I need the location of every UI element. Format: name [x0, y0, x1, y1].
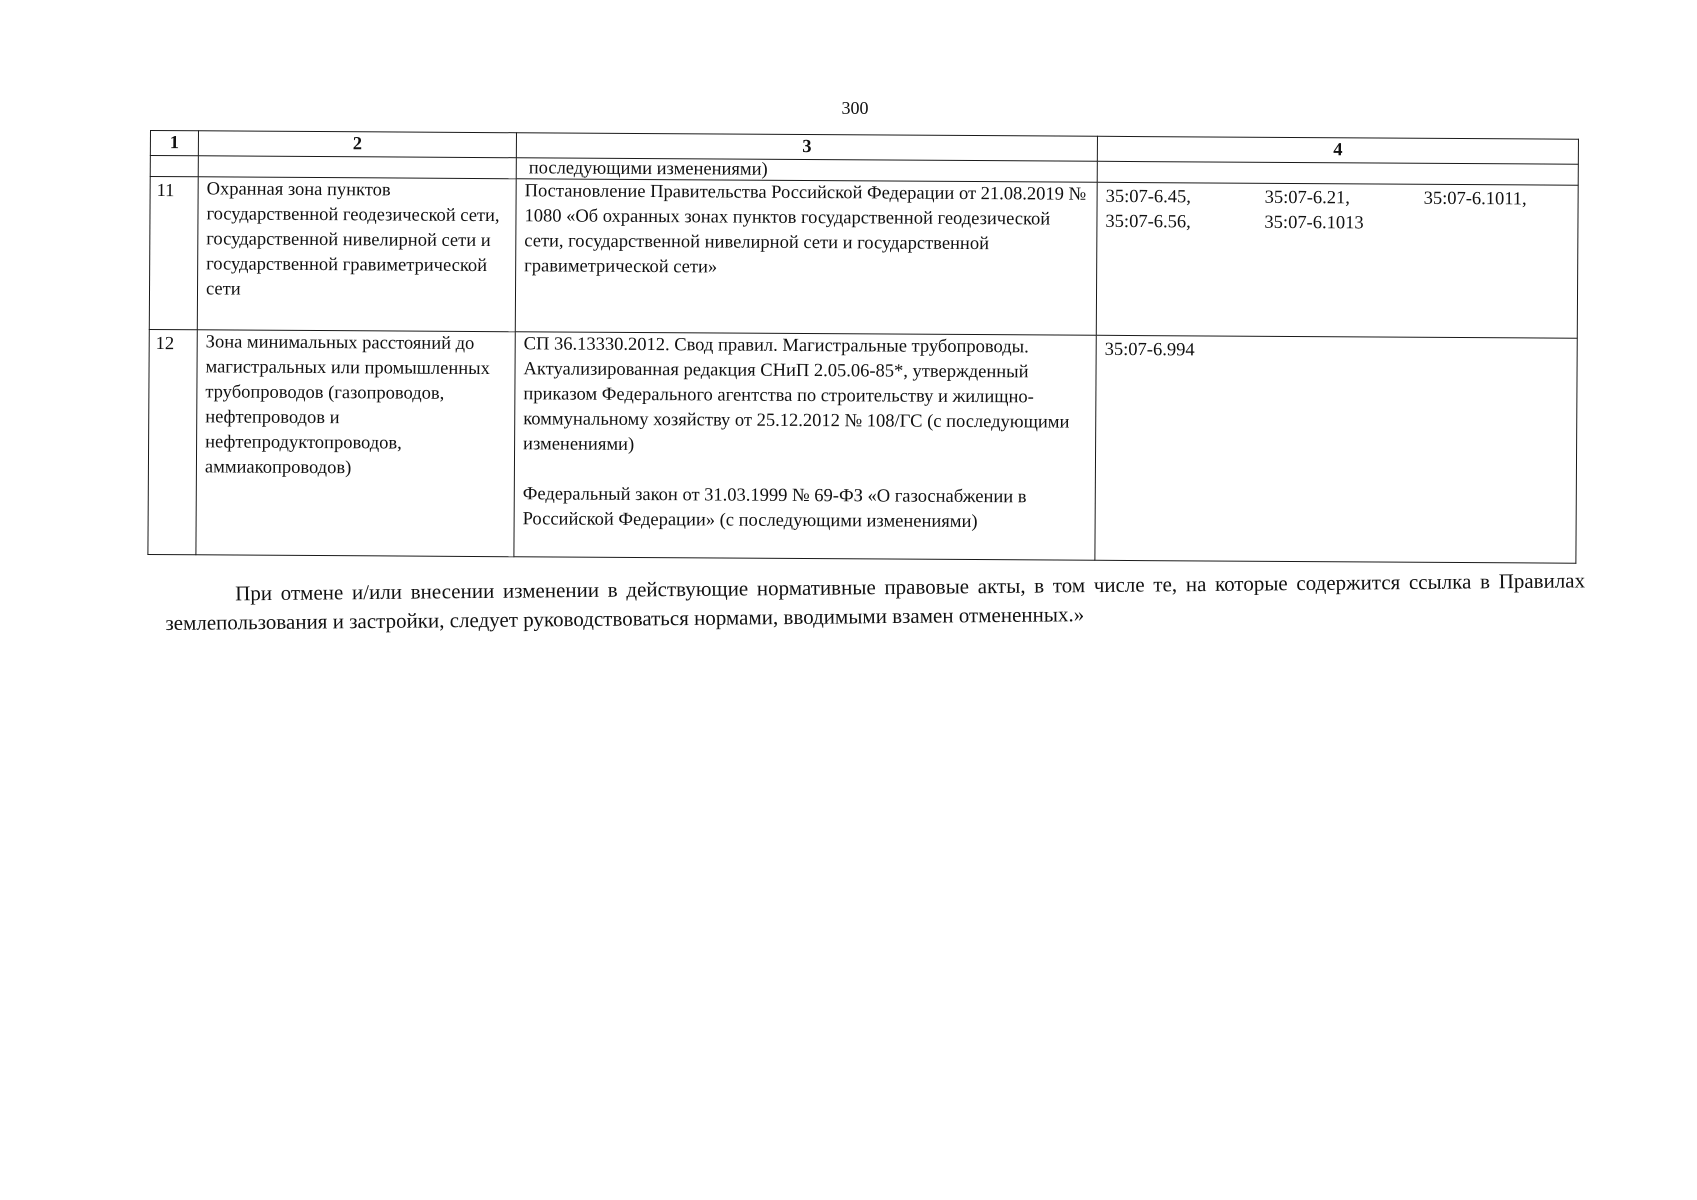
legal-document-text: Федеральный закон от 31.03.1999 № 69-ФЗ «О газоснабжении в Российской Федерации» (с последующими изменениями): [522, 484, 1027, 533]
zone-name-cell: Охранная зона пунктов государственной геодезической сети, государственной нивелирной сети и государственной гравиметрической сети: [197, 177, 516, 332]
table-row: [148, 329, 1577, 563]
zone-codes-list: [1105, 183, 1569, 238]
zone-codes-list: [1105, 336, 1569, 366]
zones-table-container: [147, 130, 1578, 564]
header-col-1: 1: [150, 131, 198, 156]
continuation-name-cell: [198, 156, 516, 179]
header-col-3: 3: [516, 133, 1097, 162]
zone-code: 35:07-6.45,: [1105, 186, 1191, 208]
zone-code: 35:07-6.994: [1104, 339, 1195, 361]
zone-code: 35:07-6.1013: [1264, 212, 1364, 234]
legal-document-cell: [515, 179, 1097, 336]
continuation-num-cell: [150, 156, 198, 177]
zone-code: 35:07-6.21,: [1264, 187, 1350, 209]
page-number: 300: [841, 98, 869, 118]
row-number: 12: [148, 329, 197, 554]
closing-note-text: При отмене и/или внесении изменении в действующие нормативные правовые акты, в том числе те, на которые содержится ссылка в Правилах землепользования и застройки, следует руководствоваться нормами, вводимыми взамен отмененных.»: [165, 568, 1586, 635]
continuation-doc-cell: последующими изменениями): [516, 158, 1097, 183]
legal-document-text: СП 36.13330.2012. Свод правил. Магистральные трубопроводы. Актуализированная редакция СНиП 2.05.06-85*, утвержденный приказом Федерального агентства по строительству и жилищно-коммунальному хозяйству от 25.12.2012 № 108/ГС (с последующими изменениями): [523, 334, 1070, 455]
zone-code: 35:07-6.1011,: [1423, 188, 1527, 210]
zone-codes-cell: [1096, 182, 1578, 338]
row-number: 11: [149, 177, 198, 330]
zones-table: [147, 130, 1579, 564]
zone-codes-cell: [1095, 335, 1577, 563]
header-col-2: 2: [198, 131, 516, 158]
header-col-4: 4: [1097, 136, 1578, 164]
zone-code: 35:07-6.56,: [1105, 211, 1191, 233]
legal-document-cell: [514, 332, 1096, 561]
closing-note: [165, 566, 1585, 638]
continuation-code-cell: [1097, 161, 1578, 185]
zone-name-cell: Зона минимальных расстояний до магистральных или промышленных трубопроводов (газопроводов, нефтепроводов и нефтепродуктопроводов, аммиакопроводов): [196, 330, 515, 557]
legal-document-text: Постановление Правительства Российской Федерации от 21.08.2019 № 1080 «Об охранных зонах пунктов государственной геодезической сети, государственной нивелирной сети и государственной гравиметрической сети»: [524, 181, 1087, 278]
table-row: [149, 177, 1578, 339]
